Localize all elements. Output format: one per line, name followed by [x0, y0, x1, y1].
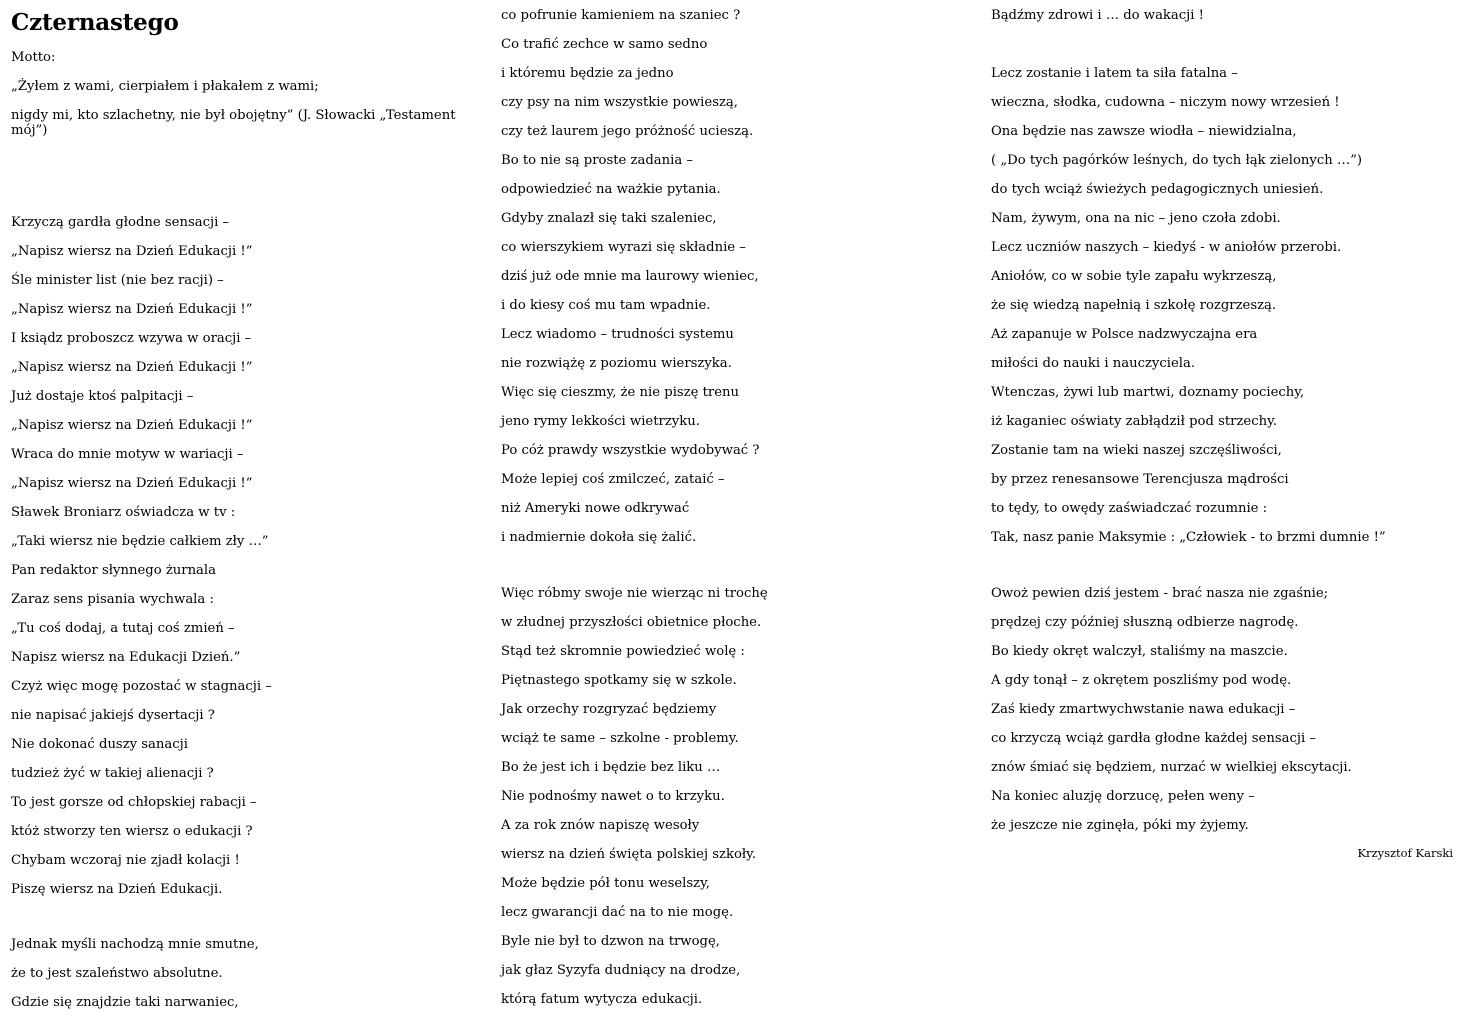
poem-line: Piszę wiersz na Dzień Edukacji. — [11, 882, 223, 897]
poem-line: Zaraz sens pisania wychwala : — [11, 592, 214, 607]
poem-line: iż kaganiec oświaty zabłądził pod strzechy. — [991, 414, 1277, 429]
poem-line: Może lepiej coś zmilczeć, zataić – — [501, 472, 725, 487]
stanza — [11, 208, 272, 904]
poem-line: Lecz wiadomo – trudności systemu — [501, 327, 734, 342]
poem-line: Już dostaje ktoś palpitacji – — [11, 389, 194, 404]
stanza — [501, 579, 768, 1014]
stanza — [11, 930, 259, 1017]
poem-line: że to jest szaleństwo absolutne. — [11, 966, 223, 981]
poem-line: „Napisz wiersz na Dzień Edukacji !” — [11, 244, 253, 259]
poem-line: Napisz wiersz na Edukacji Dzień.” — [11, 650, 241, 665]
poem-line: Zostanie tam na wieki naszej szczęśliwości, — [991, 443, 1282, 458]
poem-line: „Tu coś dodaj, a tutaj coś zmień – — [11, 621, 235, 636]
poem-line: znów śmiać się będziem, nurzać w wielkiej ekscytacji. — [991, 760, 1352, 775]
poem-line: że się wiedzą napełnią i szkołę rozgrzeszą. — [991, 298, 1277, 313]
stanza — [501, 1, 759, 552]
author-signature: Krzysztof Karski — [1357, 846, 1453, 860]
poem-line: „Taki wiersz nie będzie całkiem zły …” — [11, 534, 269, 549]
poem-line: Chybam wczoraj nie zjadł kolacji ! — [11, 853, 240, 868]
poem-line: Tak, nasz panie Maksymie : „Człowiek - to brzmi dumnie !” — [991, 530, 1386, 545]
poem-line: Bądźmy zdrowi i … do wakacji ! — [991, 8, 1204, 23]
poem-line: dziś już ode mnie ma laurowy wieniec, — [501, 269, 759, 284]
motto — [11, 50, 473, 138]
poem-line: Byle nie był to dzwon na trwogę, — [501, 934, 720, 949]
poem-line: Lecz zostanie i latem ta siła fatalna – — [991, 66, 1238, 81]
poem-line: Na koniec aluzję dorzucę, pełen weny – — [991, 789, 1255, 804]
motto-label: Motto: — [11, 50, 56, 65]
poem-line: Ona będzie nas zawsze wiodła – niewidzialna, — [991, 124, 1297, 139]
poem-line: „Napisz wiersz na Dzień Edukacji !” — [11, 418, 253, 433]
poem-line: To jest gorsze od chłopskiej rabacji – — [11, 795, 257, 810]
poem-line: Nam, żywym, ona na nic – jeno czoła zdobi. — [991, 211, 1281, 226]
poem-line: Zaś kiedy zmartwychwstanie nawa edukacji – — [991, 702, 1296, 717]
poem-line: Bo to nie są proste zadania – — [501, 153, 694, 168]
poem-line: Wtenczas, żywi lub martwi, doznamy pociechy, — [991, 385, 1305, 400]
poem-line: ( „Do tych pagórków leśnych, do tych łąk zielonych …”) — [991, 153, 1363, 168]
poem-line: Śle minister list (nie bez racji) – — [11, 273, 224, 288]
motto-line: „Żyłem z wami, cierpiałem i płakałem z wami; — [11, 79, 319, 94]
poem-line: A gdy tonął – z okrętem poszliśmy pod wodę. — [991, 673, 1292, 688]
poem-line: nie napisać jakiejś dysertacji ? — [11, 708, 215, 723]
poem-line: lecz gwarancji dać na to nie mogę. — [501, 905, 734, 920]
poem-line: Gdyby znalazł się taki szaleniec, — [501, 211, 717, 226]
poem-line: Bo kiedy okręt walczył, staliśmy na maszcie. — [991, 644, 1288, 659]
poem-line: do tych wciąż świeżych pedagogicznych uniesień. — [991, 182, 1324, 197]
poem-line: Jak orzechy rozgryzać będziemy — [501, 702, 717, 717]
poem-line: Po cóż prawdy wszystkie wydobywać ? — [501, 443, 760, 458]
poem-line: Nie dokonać duszy sanacji — [11, 737, 188, 752]
poem-line: Pan redaktor słynnego żurnala — [11, 563, 217, 578]
poem-line: Jednak myśli nachodzą mnie smutne, — [11, 937, 259, 952]
poem-line: Może będzie pół tonu weselszy, — [501, 876, 710, 891]
poem-line: i któremu będzie za jedno — [501, 66, 674, 81]
poem-line: Więc róbmy swoje nie wierząc ni trochę — [501, 586, 768, 601]
stanza — [991, 59, 1386, 552]
poem-line: wieczna, słodka, cudowna – niczym nowy wrzesień ! — [991, 95, 1340, 110]
poem-line: w złudnej przyszłości obietnice płoche. — [501, 615, 762, 630]
poem-line: czy też laurem jego próżność ucieszą. — [501, 124, 754, 139]
stanza — [991, 579, 1352, 840]
poem-line: czy psy na nim wszystkie powieszą, — [501, 95, 738, 110]
poem-line: którą fatum wytycza edukacji. — [501, 992, 703, 1007]
motto-line: nigdy mi, kto szlachetny, nie był obojętny” (J. Słowacki „Testament mój”) — [11, 108, 456, 138]
poem-line: Bo że jest ich i będzie bez liku … — [501, 760, 721, 775]
poem-line: wciąż te same – szkolne - problemy. — [501, 731, 739, 746]
poem-line: „Napisz wiersz na Dzień Edukacji !” — [11, 302, 253, 317]
poem-line: Sławek Broniarz oświadcza w tv : — [11, 505, 236, 520]
poem-line: odpowiedzieć na ważkie pytania. — [501, 182, 721, 197]
poem-line: co wierszykiem wyrazi się składnie – — [501, 240, 746, 255]
poem-line: by przez renesansowe Terencjusza mądrości — [991, 472, 1289, 487]
poem-line: nie rozwiążę z poziomu wierszyka. — [501, 356, 732, 371]
poem-line: któż stworzy ten wiersz o edukacji ? — [11, 824, 253, 839]
poem-line: Co trafić zechce w samo sedno — [501, 37, 708, 52]
poem-line: Stąd też skromnie powiedzieć wolę : — [501, 644, 745, 659]
poem-line: A za rok znów napiszę wesoły — [501, 818, 700, 833]
poem-line: Aniołów, co w sobie tyle zapału wykrzeszą, — [991, 269, 1277, 284]
poem-line: Lecz uczniów naszych – kiedyś - w aniołów przerobi. — [991, 240, 1342, 255]
poem-line: Krzyczą gardła głodne sensacji – — [11, 215, 230, 230]
poem-line: i do kiesy coś mu tam wpadnie. — [501, 298, 711, 313]
poem-line: że jeszcze nie zginęła, póki my żyjemy. — [991, 818, 1249, 833]
poem-line: jeno rymy lekkości wietrzyku. — [501, 414, 700, 429]
poem-line: co krzyczą wciąż gardła głodne każdej sensacji – — [991, 731, 1316, 746]
poem-line: Aż zapanuje w Polsce nadzwyczajna era — [991, 327, 1258, 342]
poem-line: prędzej czy później słuszną odbierze nagrodę. — [991, 615, 1299, 630]
poem-title: Czternastego — [11, 9, 179, 36]
poem-line: jak głaz Syzyfa dudniący na drodze, — [501, 963, 741, 978]
poem-line: co pofrunie kamieniem na szaniec ? — [501, 8, 741, 23]
poem-line: wiersz na dzień święta polskiej szkoły. — [501, 847, 757, 862]
poem-line: Wraca do mnie motyw w wariacji – — [11, 447, 244, 462]
poem-line: „Napisz wiersz na Dzień Edukacji !” — [11, 360, 253, 375]
poem-line: tudzież żyć w takiej alienacji ? — [11, 766, 214, 781]
poem-line: I ksiądz proboszcz wzywa w oracji – — [11, 331, 252, 346]
poem-line: i nadmiernie dokoła się żalić. — [501, 530, 697, 545]
poem-line: Nie podnośmy nawet o to krzyku. — [501, 789, 725, 804]
poem-line: Owoż pewien dziś jestem - brać nasza nie zgaśnie; — [991, 586, 1329, 601]
poem-line: „Napisz wiersz na Dzień Edukacji !” — [11, 476, 253, 491]
poem-line: Gdzie się znajdzie taki narwaniec, — [11, 995, 239, 1010]
poem-line: Piętnastego spotkamy się w szkole. — [501, 673, 737, 688]
poem-line: niż Ameryki nowe odkrywać — [501, 501, 690, 516]
poem-line: miłości do nauki i nauczyciela. — [991, 356, 1196, 371]
poem-line: to tędy, to owędy zaświadczać rozumnie : — [991, 501, 1268, 516]
stanza — [991, 1, 1204, 30]
poem-line: Więc się cieszmy, że nie piszę trenu — [501, 385, 740, 400]
poem-line: Czyż więc mogę pozostać w stagnacji – — [11, 679, 272, 694]
